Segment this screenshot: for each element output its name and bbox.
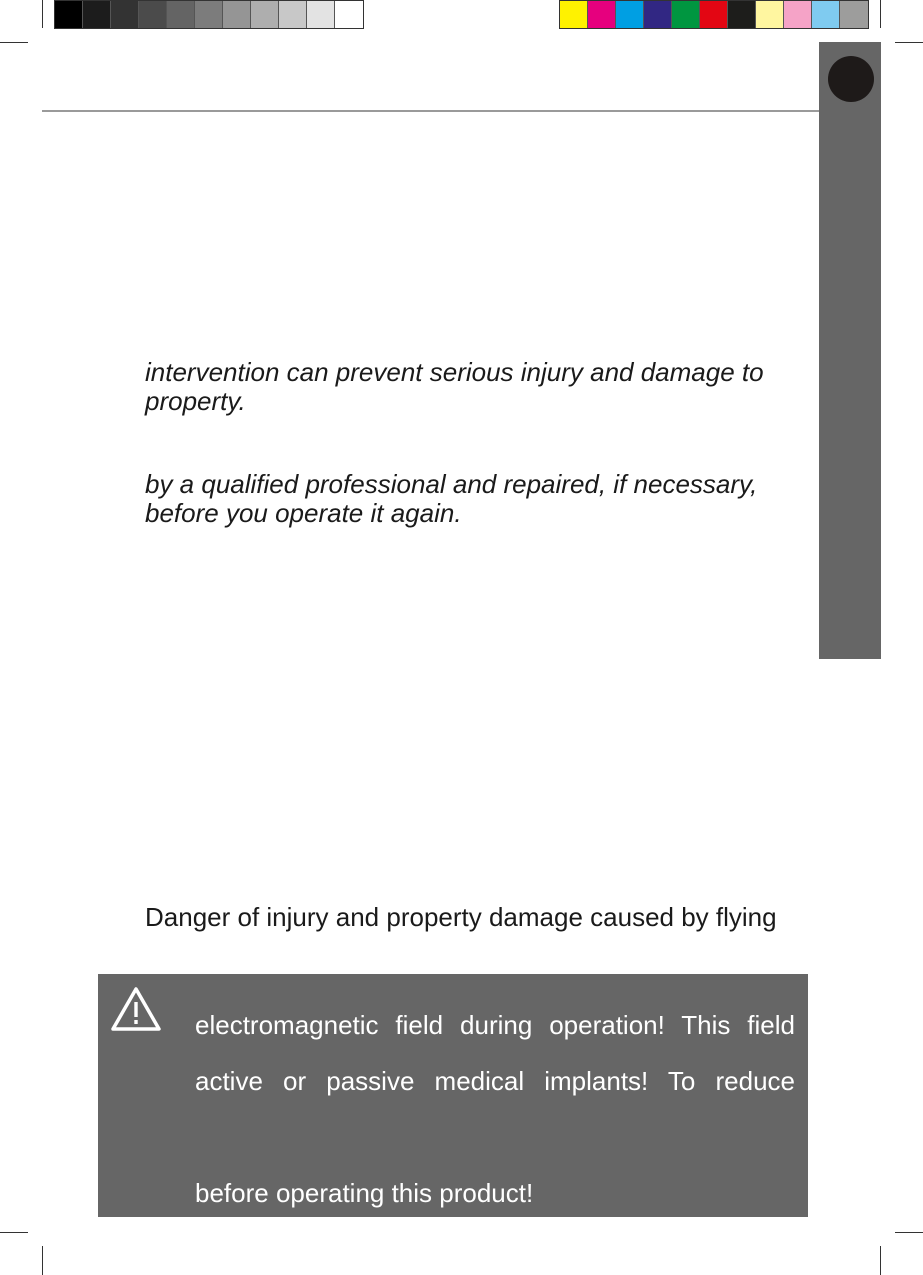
paragraph-line: by a qualified professional and repaired, if necessary, — [145, 469, 758, 499]
paragraph-intervention — [145, 358, 809, 416]
crop-mark — [895, 42, 923, 43]
crop-mark — [42, 1246, 43, 1275]
paragraph-line: intervention can prevent serious injury and damage to — [145, 357, 764, 387]
calibration-swatch — [167, 1, 195, 28]
language-side-tab — [819, 42, 881, 659]
calibration-swatch — [756, 1, 784, 28]
crop-mark — [0, 42, 28, 43]
calibration-swatch — [616, 1, 644, 28]
warning-box — [98, 974, 808, 1217]
calibration-swatch — [672, 1, 700, 28]
header-rule — [42, 110, 820, 112]
paragraph-qualified-professional — [145, 470, 809, 528]
calibration-swatch — [335, 1, 363, 28]
warning-line: electromagnetic field during operation! This field — [195, 1010, 795, 1040]
crop-mark — [42, 0, 43, 28]
calibration-swatch — [784, 1, 812, 28]
warning-line: before operating this product! — [195, 1178, 534, 1208]
calibration-swatch — [700, 1, 728, 28]
calibration-swatch — [588, 1, 616, 28]
calibration-swatch — [55, 1, 83, 28]
calibration-swatch — [644, 1, 672, 28]
calibration-swatch — [840, 1, 868, 28]
crop-mark — [895, 1232, 923, 1233]
calibration-swatch — [83, 1, 111, 28]
calibration-swatch — [223, 1, 251, 28]
calibration-swatch — [195, 1, 223, 28]
calibration-swatch — [279, 1, 307, 28]
calibration-swatch — [728, 1, 756, 28]
crop-mark — [880, 1246, 881, 1275]
calibration-swatch — [111, 1, 139, 28]
color-calibration-bar — [559, 0, 869, 29]
calibration-swatch — [560, 1, 588, 28]
calibration-swatch — [812, 1, 840, 28]
crop-mark — [880, 0, 881, 28]
calibration-swatch — [251, 1, 279, 28]
paragraph-line: property. — [145, 386, 246, 416]
calibration-swatch — [307, 1, 335, 28]
calibration-swatch — [139, 1, 167, 28]
danger-line: Danger of injury and property damage caused by flying — [145, 902, 777, 932]
warning-line: active or passive medical implants! To reduce — [195, 1066, 795, 1096]
paragraph-line: before you operate it again. — [145, 498, 462, 528]
warning-triangle-icon — [110, 986, 162, 1032]
crop-mark — [0, 1232, 28, 1233]
language-tab-dot — [828, 56, 874, 102]
grayscale-calibration-bar — [54, 0, 364, 29]
